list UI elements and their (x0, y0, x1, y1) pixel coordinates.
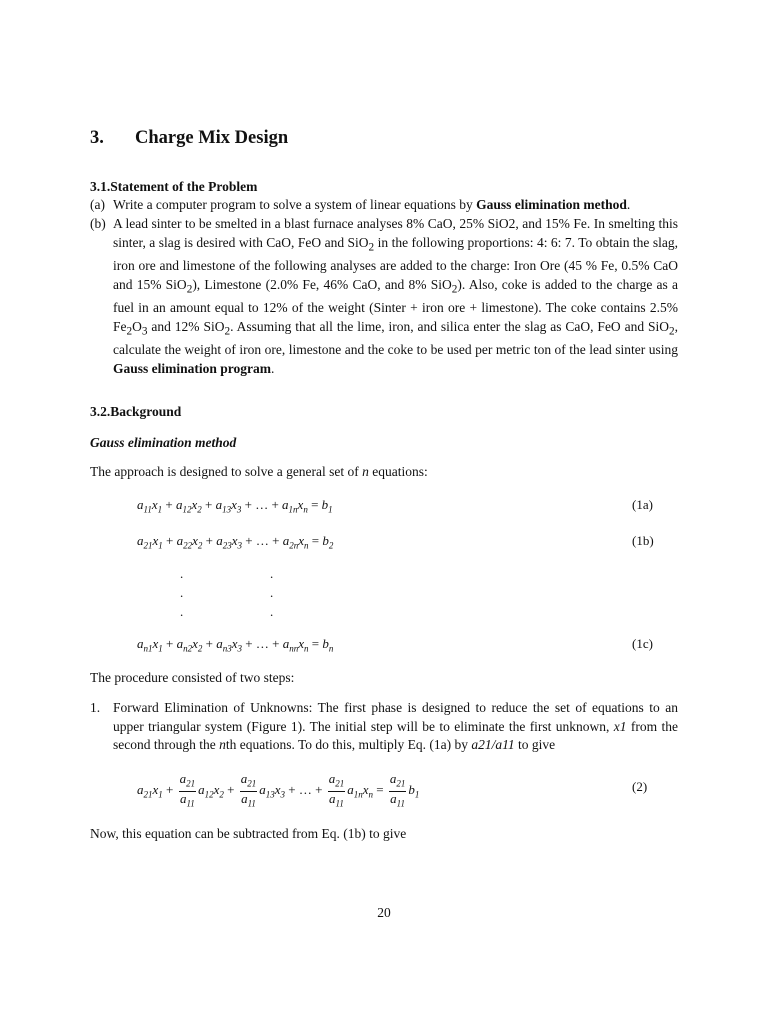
step-text-3: th equations. To do this, multiply Eq. (1a) by (225, 737, 472, 753)
equation-2-label: (2) (632, 779, 648, 794)
equation-2: $a_{21}x_1$ + $\frac{a_{21}}{a_{11}}$ $a_{12}x_2$ + $\frac{a_{21}}{a_{11}}$ $a_{13}x_3$ + … + $\frac{a_{21}}{a_{11}}$ $a_{1n}x_n$ = $\frac{a_{21}}{a_{11}}$ $b_1$ (137, 771, 420, 809)
item-b-text-2: in the following proportions: 4: 6: 7. To obtain the slag, iron ore and limestone of the following analyses are added to the charge: Iron Ore (45 % Fe, 0.5% CaO and 15% SiO (113, 234, 678, 292)
step-text-1: Forward Elimination of Unknowns: The first phase is designed to reduce the set of equations to an upper triangular system (Figure 1). The initial step will be to eliminate the first unknown, (113, 700, 678, 734)
ellipsis-dot: . (180, 604, 184, 619)
after-equation-text: Now, this equation can be subtracted from Eq. (1b) to give (90, 826, 407, 841)
step-1 (90, 699, 678, 755)
item-text: A lead sinter to be smelted in a blast furnace analyses 8% CaO, 25% SiO2, and 15% Fe. In smelting this sinter, a slag is desired with CaO, FeO and SiO$_2$ in the following proportions: 4: 6: 7. To obtain the slag, iron ore and limestone of the following analyses are added to the charge: Iron Ore (45 % Fe, 0.5% CaO and 15% SiO$_2$), Limestone (2.0% Fe, 46% CaO, and 8% SiO$_2$). Also, coke is added to the charge as a fuel in an amount equal to 12% of the weight (Sinter + iron ore + limestone). The coke contains 2.5% $Fe_2O_3$ and 12% SiO$_2$. Assuming that all the lime, iron, and silica enter the slag as CaO, FeO and SiO$_2$, calculate the weight of iron ore, limestone and the coke to be used per metric ton of the lead sinter using Gauss elimination program. (113, 216, 678, 376)
step-text-4: to give (514, 737, 556, 753)
item-b-text-5: O (132, 318, 142, 334)
step-label: 1. (90, 700, 101, 715)
ellipsis-dot: . (180, 566, 184, 581)
method-heading: Gauss elimination method (90, 435, 237, 450)
intro-post: equations: (368, 464, 428, 479)
intro-paragraph (90, 463, 428, 482)
intro-pre: The approach is designed to solve a general set of (90, 464, 363, 479)
ellipsis-dot: . (180, 585, 184, 600)
equation-1a-label: (1a) (632, 497, 653, 512)
intro-n: n (362, 464, 369, 479)
subsection-heading-3-2: 3.2.Background (90, 404, 182, 419)
item-b-bold: Gauss elimination program (113, 360, 272, 376)
ellipsis-dot: . (270, 585, 274, 600)
item-a-end: . (626, 197, 631, 212)
equation-1c-label: (1c) (632, 636, 653, 651)
item-b-text-8: , calculate the weight of iron ore, limestone and the coke to be used per metric ton of the lead sinter using (113, 318, 678, 358)
item-b-text-3: ), Limestone (2.0% Fe, 46% CaO, and 8% SiO (192, 276, 452, 292)
ellipsis-dot: . (270, 566, 274, 581)
equation-1c: $a_{n1}x_1 + a_{n2}x_2 + a_{n3}x_3$ + … + $a_{nn}x_n = b_n$ (137, 636, 334, 654)
section-heading (90, 128, 288, 149)
equation-1b: $a_{21}x_1 + a_{22}x_2 + a_{23}x_3$ + … + $a_{2n}x_n = b_2$ (137, 533, 334, 551)
item-text (113, 196, 678, 215)
section-title: Charge Mix Design (135, 128, 289, 148)
item-b-text-7: . Assuming that all the lime, iron, and silica enter the slag as CaO, FeO and SiO (230, 318, 669, 334)
procedure-text: The procedure consisted of two steps: (90, 670, 295, 685)
page-number: 20 (377, 905, 391, 920)
step-ratio: a21/a11 (471, 737, 515, 753)
item-label: (b) (90, 216, 106, 231)
step-n: n (219, 737, 226, 753)
equation-1a: $a_{11}x_1 + a_{12}x_2 + a_{13}x_3$ + … + $a_{1n}x_n = b_1$ (137, 497, 333, 515)
step-text (113, 699, 678, 755)
step-text-2: from the second through the (113, 718, 678, 753)
problem-item-b (90, 215, 678, 379)
equation-1b-label: (1b) (632, 533, 654, 548)
step-x1: x1 (613, 718, 627, 734)
item-b-text-1: A lead sinter to be smelted in a blast furnace analyses 8% CaO, 25% SiO2, and 15% Fe. In smelting this sinter, a slag is desired with CaO, FeO and SiO (113, 216, 678, 250)
item-a-text: Write a computer program to solve a system of linear equations by (113, 197, 477, 212)
section-number: 3. (90, 128, 104, 148)
item-b-text-6: and 12% SiO (147, 318, 225, 334)
subsection-heading-3-1: 3.1.Statement of the Problem (90, 179, 258, 194)
item-a-bold: Gauss elimination method (476, 197, 627, 212)
item-label: (a) (90, 197, 105, 212)
ellipsis-dot: . (270, 604, 274, 619)
item-b-end: . (271, 360, 275, 376)
item-b-text-4: ). Also, coke is added to the charge as a fuel in an amount equal to 12% of the weight (Sinter + iron ore + limestone). The coke contains 2.5% Fe (113, 276, 678, 334)
problem-item-a (90, 196, 678, 215)
